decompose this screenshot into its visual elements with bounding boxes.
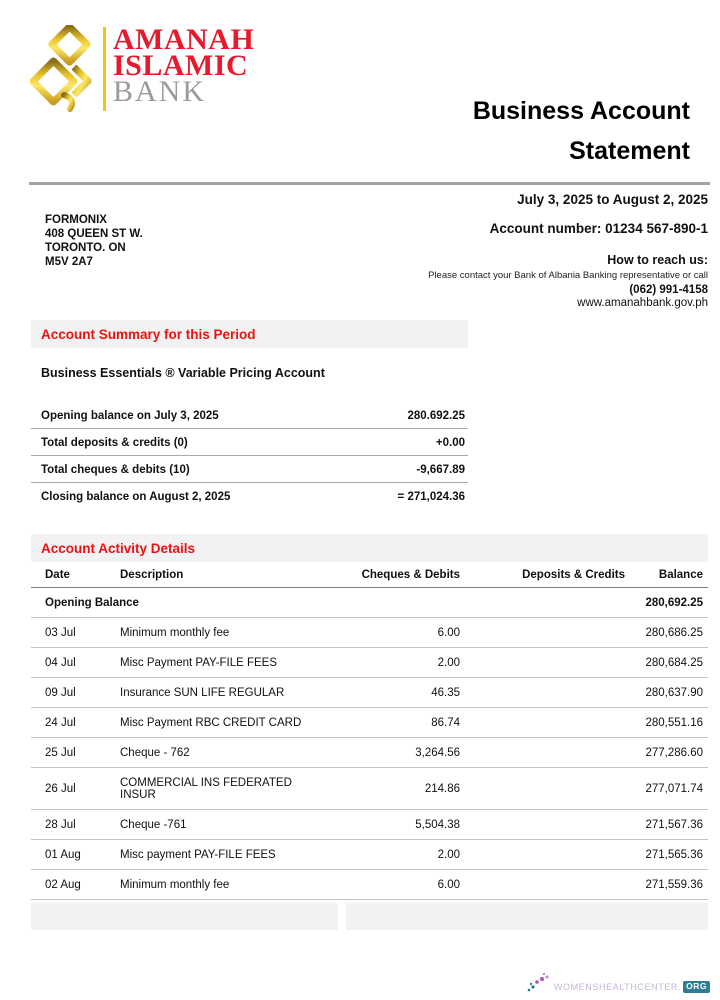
summary-label: Opening balance on July 3, 2025 [41,410,219,422]
txn-credit [460,870,625,900]
txn-credit [460,738,625,768]
watermark-dots-icon [526,971,552,993]
col-header-description: Description [120,562,310,588]
txn-description: Insurance SUN LIFE REGULAR [120,678,310,708]
contact-phone: (062) 991-4158 [629,284,708,296]
txn-debit: 2.00 [310,648,460,678]
txn-balance: 280,637.90 [625,678,708,708]
bank-logo [30,25,254,182]
txn-credit [460,810,625,840]
txn-description: Cheque - 762 [120,738,310,768]
txn-description: Misc payment PAY-FILE FEES [120,840,310,870]
txn-credit [460,678,625,708]
txn-credit [460,618,625,648]
statement-period: July 3, 2025 to August 2, 2025 [517,192,708,207]
watermark-text: WOMENSHEALTHCENTER. [553,982,682,992]
activity-header-row [31,562,708,588]
opening-balance-value: 280,692.25 [625,588,708,618]
account-number: Account number: 01234 567-890-1 [489,221,708,236]
col-header-debits: Cheques & Debits [310,562,460,588]
col-header-credits: Deposits & Credits [460,562,625,588]
txn-description: Misc Payment RBC CREDIT CARD [120,708,310,738]
txn-balance: 277,071.74 [625,768,708,810]
watermark [526,971,710,993]
document-title-line1: Business Account [472,97,690,125]
txn-debit: 6.00 [310,618,460,648]
bank-website: www.amanahbank.gov.ph [577,297,708,309]
txn-date: 26 Jul [31,768,120,810]
summary-row-opening [31,402,468,429]
summary-table [31,402,468,509]
document-title [473,91,690,182]
txn-balance: 280,686.25 [625,618,708,648]
col-header-date: Date [31,562,120,588]
activity-section-header: Account Activity Details [31,534,708,562]
info-section [0,185,720,309]
customer-address-block [31,213,143,293]
bank-name-line3: BANK [113,75,207,108]
table-row [31,810,708,840]
txn-date: 03 Jul [31,618,120,648]
table-row-opening-balance [31,588,708,618]
summary-row-closing [31,483,468,509]
txn-description: Minimum monthly fee [120,618,310,648]
table-end-filler-left [31,903,338,930]
txn-balance: 280,551.16 [625,708,708,738]
customer-address-line2: TORONTO. ON [45,242,126,254]
activity-table [31,562,708,900]
txn-debit: 6.00 [310,870,460,900]
table-row [31,708,708,738]
txn-debit: 214.86 [310,768,460,810]
txn-description: Minimum monthly fee [120,870,310,900]
txn-credit [460,648,625,678]
contact-instruction: Please contact your Bank of Albania Banking representative or call [428,270,708,281]
txn-credit [460,708,625,738]
bank-name-line1: AMANAH [113,23,255,56]
txn-balance: 271,559.36 [625,870,708,900]
contact-block [428,192,708,309]
txn-description: COMMERCIAL INS FEDERATED INSUR [120,768,310,810]
table-row [31,870,708,900]
txn-balance: 271,565.36 [625,840,708,870]
summary-label: Total deposits & credits (0) [41,437,188,449]
txn-date: 25 Jul [31,738,120,768]
summary-value: = 271,024.36 [397,491,465,503]
txn-debit: 5,504.38 [310,810,460,840]
summary-label: Total cheques & debits (10) [41,464,190,476]
bank-emblem-icon [30,25,96,113]
col-header-balance: Balance [625,562,708,588]
summary-row-debits [31,456,468,483]
txn-description: Cheque -761 [120,810,310,840]
txn-balance: 271,567.36 [625,810,708,840]
customer-address-line1: 408 QUEEN ST W. [45,228,143,240]
txn-date: 24 Jul [31,708,120,738]
summary-row-deposits [31,429,468,456]
table-row [31,840,708,870]
txn-debit: 2.00 [310,840,460,870]
table-row [31,768,708,810]
how-to-reach-heading: How to reach us: [607,253,708,267]
txn-date: 02 Aug [31,870,120,900]
table-end-filler-right [346,903,708,930]
account-product-name: Business Essentials ® Variable Pricing Account [41,366,325,380]
txn-credit [460,768,625,810]
logo-divider [103,27,106,111]
table-row [31,618,708,648]
txn-date: 04 Jul [31,648,120,678]
txn-balance: 280,684.25 [625,648,708,678]
txn-debit: 86.74 [310,708,460,738]
txn-description: Misc Payment PAY-FILE FEES [120,648,310,678]
txn-credit [460,840,625,870]
table-row [31,678,708,708]
bank-name [113,23,255,108]
summary-label: Closing balance on August 2, 2025 [41,491,231,503]
txn-date: 01 Aug [31,840,120,870]
txn-date: 09 Jul [31,678,120,708]
customer-name: FORMONIX [45,214,107,226]
header [0,0,720,182]
summary-section-header: Account Summary for this Period [31,320,468,348]
customer-address-line3: M5V 2A7 [45,256,93,268]
opening-balance-label: Opening Balance [31,588,310,618]
summary-value: -9,667.89 [416,464,465,476]
summary-value: 280.692.25 [407,410,465,422]
summary-value: +0.00 [435,437,465,449]
table-row [31,648,708,678]
txn-debit: 3,264.56 [310,738,460,768]
txn-debit: 46.35 [310,678,460,708]
table-end-filler [31,903,708,930]
document-title-line2: Statement [569,137,690,165]
watermark-badge: ORG [683,981,710,993]
bank-name-line2: ISLAMIC [113,49,249,82]
txn-balance: 277,286.60 [625,738,708,768]
txn-date: 28 Jul [31,810,120,840]
table-row [31,738,708,768]
